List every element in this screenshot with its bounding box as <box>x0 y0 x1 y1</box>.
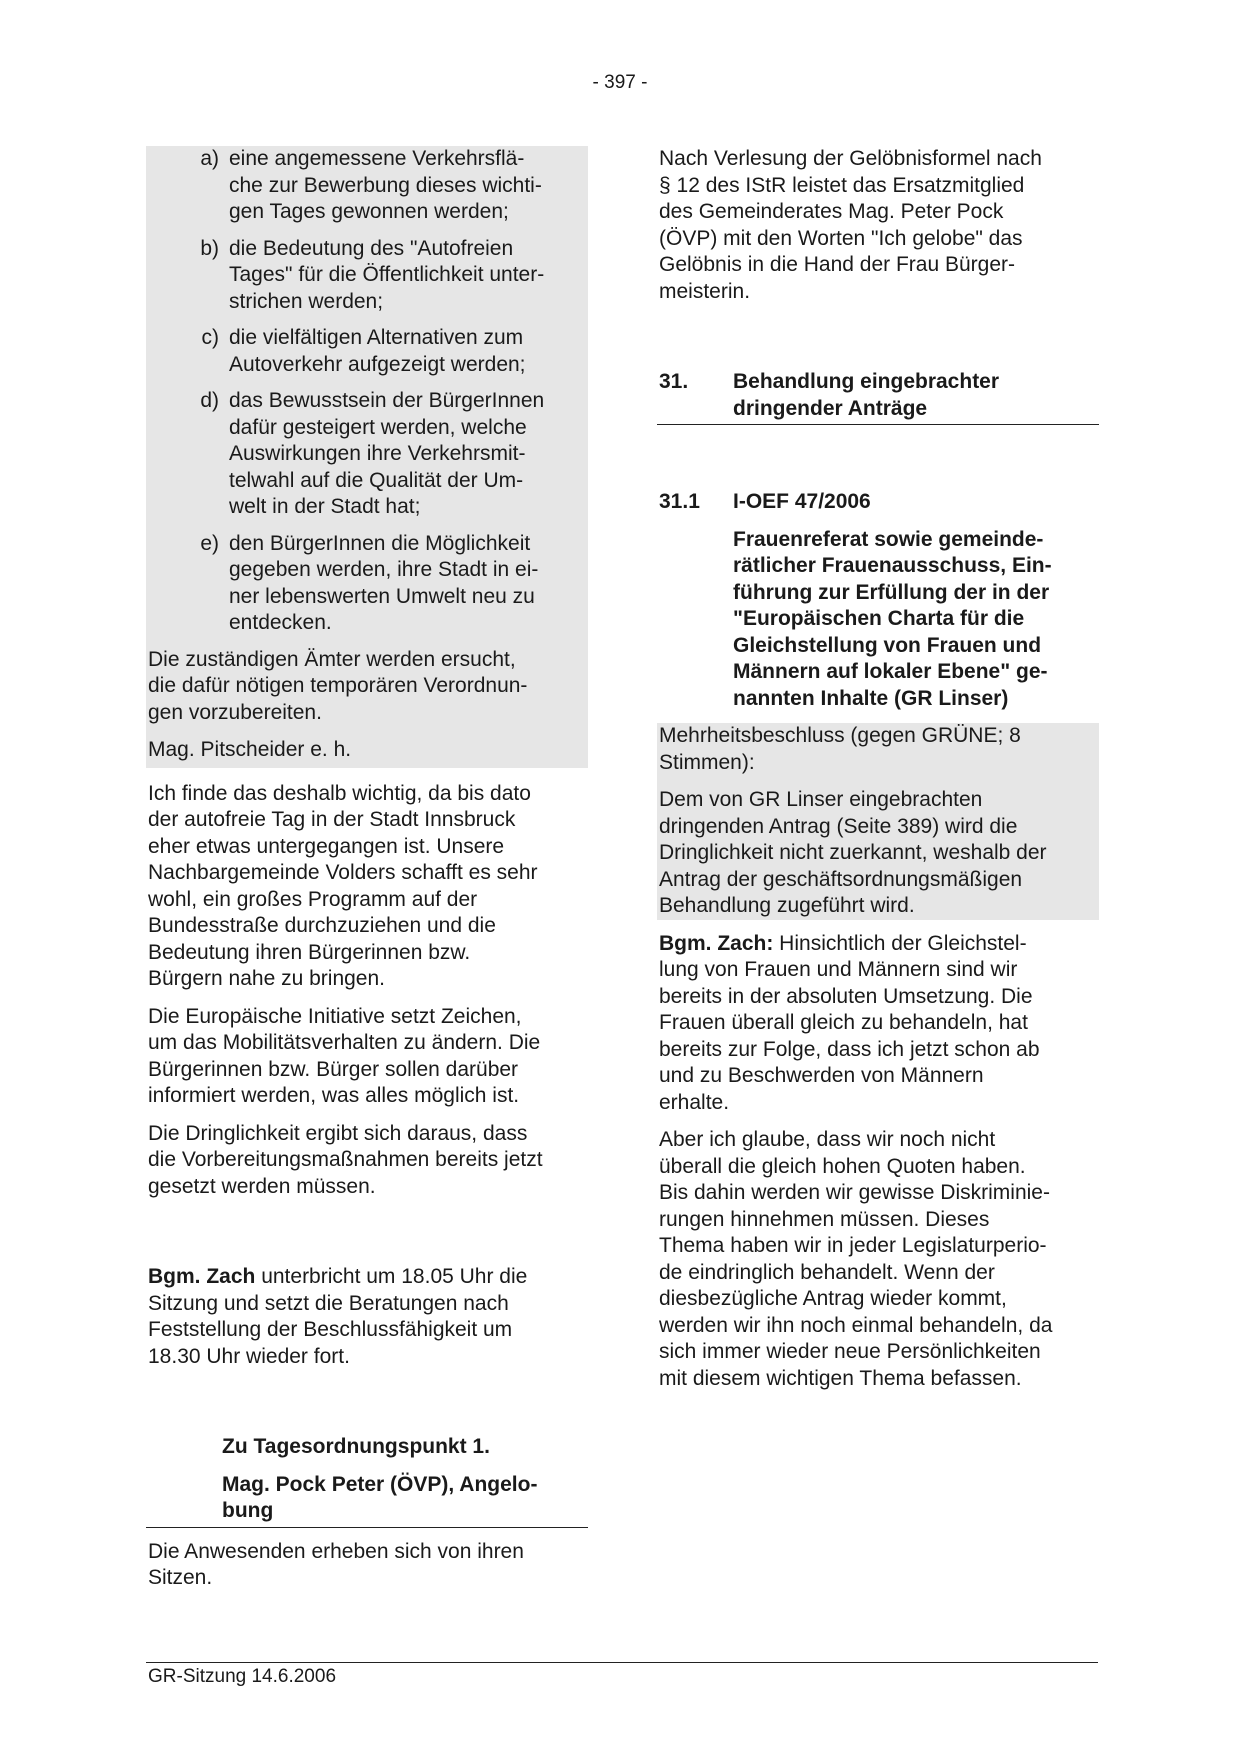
vote-result: Mehrheitsbeschluss (gegen GRÜNE; 8 Stimmen): <box>659 724 1021 774</box>
subsection-number: 31.1 <box>659 490 700 513</box>
list-item <box>146 236 588 316</box>
interruption-text: unterbricht um 18.05 Uhr die Sitzung und setzt die Beratungen nach Feststellung der Beschlussfähigkeit um 18.30 Uhr wieder fort. <box>148 1265 528 1368</box>
subsection-title: Frauenreferat sowie gemeinde- rätlicher Frauenausschuss, Ein- führung zur Erfüllung der in der "Europäischen Charta für die Gleichstellung von Frauen und Männern auf lokaler Ebene" ge- nannten Inhalte (GR Linser) <box>733 527 1052 710</box>
subsection-title-row <box>657 527 1099 713</box>
rise-paragraph: Die Anwesenden erheben sich von ihren Sitzen. <box>148 1539 524 1589</box>
decision-text: Dem von GR Linser eingebrachten dringenden Antrag (Seite 389) wird die Dringlichkeit nicht zuerkannt, weshalb der Antrag der geschäftsordnungsmäßigen Behandlung zugeführt wird. <box>659 788 1047 917</box>
agenda-item-title: Mag. Pock Peter (ÖVP), Angelo- bung <box>222 1472 538 1522</box>
speech-paragraph <box>657 931 1099 1117</box>
list-text: die vielfältigen Alternativen zum Autoverkehr aufgezeigt werden; <box>229 326 526 376</box>
interruption-paragraph <box>146 1264 588 1370</box>
speech-text: Hinsichtlich der Gleichstel- lung von Frauen und Männern sind wir bereits in der absoluten Umsetzung. Die Frauen überall gleich zu behandeln, hat bereits zur Folge, dass ich jetzt schon ab und zu Beschwerden von Männern erhalte. <box>659 931 1040 1114</box>
list-marker: b) <box>200 236 219 260</box>
list-marker: d) <box>200 389 219 412</box>
agenda-item-heading: Zu Tagesordnungspunkt 1. <box>222 1435 490 1458</box>
speech-paragraph: Die Dringlichkeit ergibt sich daraus, dass die Vorbereitungsmaßnahmen bereits jetzt gesetzt werden müssen. <box>148 1121 543 1198</box>
section-title: Behandlung eingebrachter dringender Anträge <box>733 370 1000 420</box>
speech-paragraph: Ich finde das deshalb wichtig, da bis dato der autofreie Tag in der Stadt Innsbruck eher etwas untergegangen ist. Unsere Nachbargemeinde Volders schafft es sehr wohl, ein großes Programm auf der Bundesstraße durchzuziehen und die Bedeutung ihren Bürgerinnen bzw. Bürgern nahe zu bringen. <box>148 781 538 990</box>
list-text: den BürgerInnen die Möglichkeit gegeben werden, ihre Stadt in ei- ner lebenswerten Umwelt neu zu entdecken. <box>229 531 539 634</box>
list-item <box>146 531 588 637</box>
list-item <box>146 388 588 521</box>
left-column <box>146 146 588 1592</box>
list-item <box>146 146 588 226</box>
section-number: 31. <box>659 370 689 393</box>
list-marker: c) <box>201 326 219 349</box>
motion-block <box>146 146 588 768</box>
speaker-name: Bgm. Zach <box>148 1265 256 1288</box>
oath-paragraph: Nach Verlesung der Gelöbnisformel nach § 12 des IStR leistet das Ersatzmitglied des Gemeinderates Mag. Peter Pock (ÖVP) mit den Worten "Ich gelobe" das Gelöbnis in die Hand der Frau Bürger- meisterin. <box>659 147 1042 303</box>
speech-paragraph: Die Europäische Initiative setzt Zeichen, um das Mobilitätsverhalten zu ändern. Die Bürgerinnen bzw. Bürger sollen darüber informiert werden, was alles möglich ist. <box>148 1004 541 1107</box>
section-heading <box>657 369 1099 425</box>
footer-divider <box>146 1662 1098 1663</box>
subsection-heading <box>657 489 1099 516</box>
footer-text: GR-Sitzung 14.6.2006 <box>148 1666 337 1687</box>
page-number: - 397 - <box>592 72 648 93</box>
speech-paragraph: Aber ich glaube, dass wir noch nicht überall die gleich hohen Quoten haben. Bis dahin werden wir gewisse Diskriminie- rungen hinnehmen müssen. Dieses Thema haben wir in jeder Legislaturperio- de eindringlich behandelt. Wenn der diesbezügliche Antrag wieder kommt, werden wir ihn noch einmal behandeln, da sich immer wieder neue Persönlichkeiten mit diesem wichtigen Thema befassen. <box>659 1128 1053 1390</box>
list-text: eine angemessene Verkehrsflä- che zur Bewerbung dieses wichti- gen Tages gewonnen werden; <box>229 147 542 223</box>
list-marker: e) <box>200 531 219 555</box>
list-marker: a) <box>200 147 219 170</box>
request-paragraph: Die zuständigen Ämter werden ersucht, die dafür nötigen temporären Verordnun- gen vorzubereiten. <box>148 647 528 724</box>
agenda-title-block <box>146 1472 588 1528</box>
signature: Mag. Pitscheider e. h. <box>148 738 352 761</box>
list-text: das Bewusstsein der BürgerInnen dafür gesteigert werden, welche Auswirkungen ihre Verkehrsmit- telwahl auf die Qualität der Um- welt in der Stadt hat; <box>229 389 545 518</box>
subsection-code: I-OEF 47/2006 <box>733 490 871 513</box>
right-column <box>657 146 1099 1392</box>
speaker-name: Bgm. Zach: <box>659 931 774 955</box>
decision-block <box>657 723 1099 920</box>
list-item <box>146 325 588 378</box>
list-text: die Bedeutung des "Autofreien Tages" für die Öffentlichkeit unter- strichen werden; <box>229 236 545 313</box>
